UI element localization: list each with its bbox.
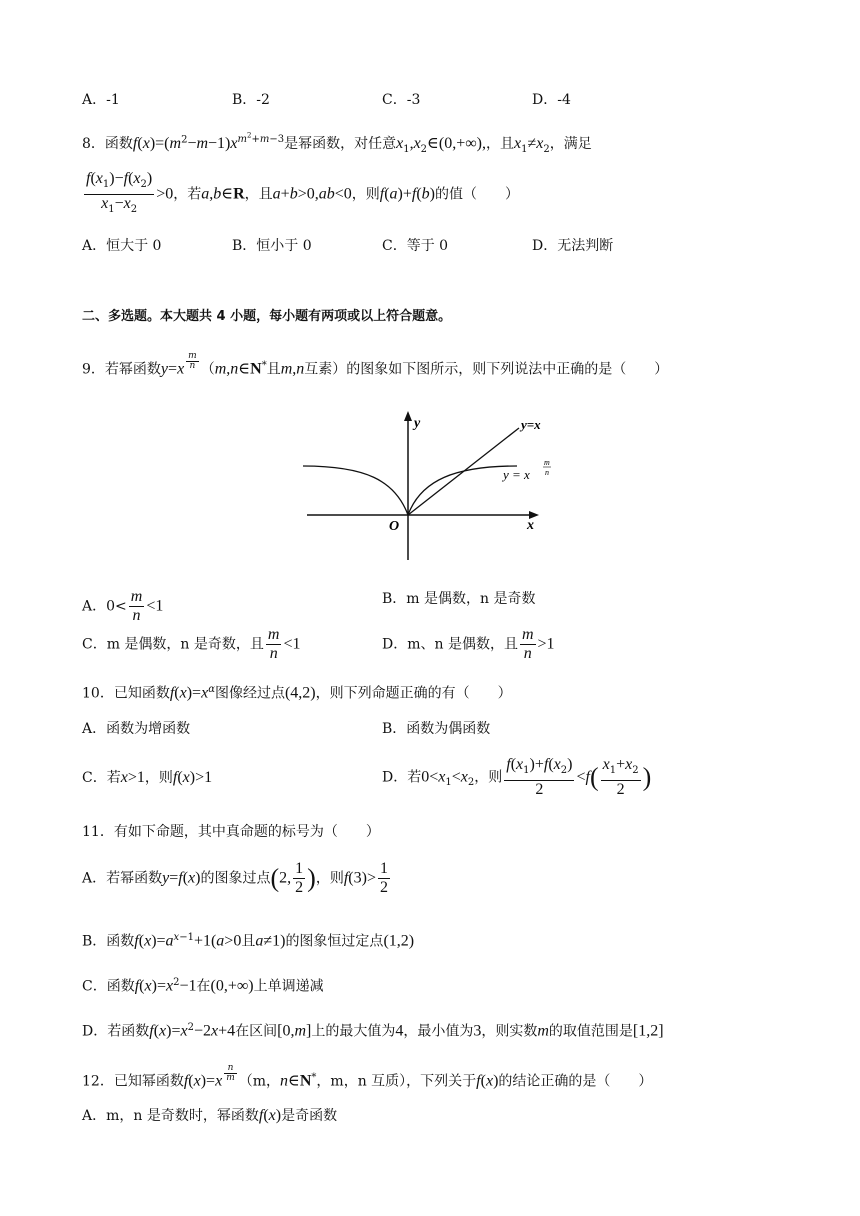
q7-option-c: C．-3 [382, 92, 421, 108]
q9-power-function-graph [295, 405, 555, 565]
q8-option-c: C．等于 0 [382, 238, 449, 254]
q8-fraction: $\frac{f(x_1)-f(x_2)}{x_1-x_2}$ [86, 170, 153, 215]
q9-option-a: A．0< $\frac{m}{n}$ <1 [82, 588, 164, 624]
q8-stem-line1: 8．函数$f(x)=(m^2-m-1)x^{m^2+m-3}$是幂函数，对任意$x_1,x_2\in(0,+\infty)$,，且$x_1\ne x_2$，满足 [82, 132, 592, 155]
label-x: x [527, 518, 534, 533]
q10-option-d: D．若$0<x_1<x_2$，则 $\frac{f(x_1)+f(x_2)}{2}$ <f( $\frac{x_1+x_2}{2}$ ) [382, 756, 652, 798]
label-origin: O [389, 519, 400, 534]
q9-option-d: D．m、n 是偶数，且 $\frac{m}{n}$ >1 [382, 626, 555, 662]
q11-option-a: A．若幂函数y=f(x)的图象过点(2, $\frac{1}{2}$ )，则f(3)> $\frac{1}{2}$ [82, 860, 388, 896]
q10-option-a: A．函数为增函数 [82, 721, 191, 737]
q11-option-b: B．函数$f(x)=a^{x-1}+1(a>0$且a≠1)的图象恒过定点(1,2) [82, 932, 415, 950]
label-curve-exp-den: n [545, 468, 549, 477]
q11-option-c: C．函数$f(x)=x^2-1$在(0,+∞)上单调递减 [82, 977, 324, 995]
q9-option-b: B．m 是偶数，n 是奇数 [382, 591, 536, 607]
q9-stem: 9．若幂函数y=x $^{\frac{m}{n}}$ （m,n∈N*且m,n互素）的图象如下图所示，则下列说法中正确的是（ ） [82, 351, 669, 378]
curve-power-function [303, 466, 517, 515]
q10-stem: 10．已知函数$f(x)=x^\alpha$图像经过点(4,2)，则下列命题正确的有（ ） [82, 684, 512, 702]
q11-stem: 11．有如下命题，其中真命题的标号为（ ） [82, 824, 380, 840]
label-curve-exp-num: m [544, 458, 550, 467]
q12-stem: 12．已知幂函数f(x)=x $^{\frac{n}{m}}$ （m，n∈N*，m，n 互质），下列关于f(x)的结论正确的是（ ） [82, 1063, 653, 1090]
q7-option-b: B．-2 [232, 92, 270, 108]
label-curve: y = x [503, 467, 530, 482]
q9-option-c: C．m 是偶数，n 是奇数，且 $\frac{m}{n}$ <1 [82, 626, 301, 662]
q7-option-d: D．-4 [532, 92, 571, 108]
q8-option-a: A．恒大于 0 [82, 238, 162, 254]
label-y: y [414, 416, 421, 431]
label-line: y=x [521, 417, 541, 432]
q7-option-a: A．-1 [82, 92, 120, 108]
q12-option-a: A．m，n 是奇数时，幂函数f(x)是奇函数 [82, 1107, 338, 1124]
q10-option-b: B．函数为偶函数 [382, 721, 491, 737]
q8-stem-line2: $\frac{f(x_1)-f(x_2)}{x_1-x_2}$ >0，若a,b∈R，且a+b>0,ab<0，则f(a)+f(b)的值（ ） [82, 170, 519, 219]
y-axis-arrow-icon [404, 411, 412, 421]
q8-option-b: B．恒小于 0 [232, 238, 312, 254]
q11-option-d: D．若函数$f(x)=x^2-2x+4$在区间[0,m]上的最大值为4，最小值为3，则实数m的取值范围是[1,2] [82, 1022, 664, 1040]
section-heading-multi-choice: 二、多选题。本大题共 4 小题，每小题有两项或以上符合题意。 [82, 309, 452, 324]
q10-option-c: C．若x>1，则f(x)>1 [82, 769, 213, 786]
q8-option-d: D．无法判断 [532, 238, 614, 254]
